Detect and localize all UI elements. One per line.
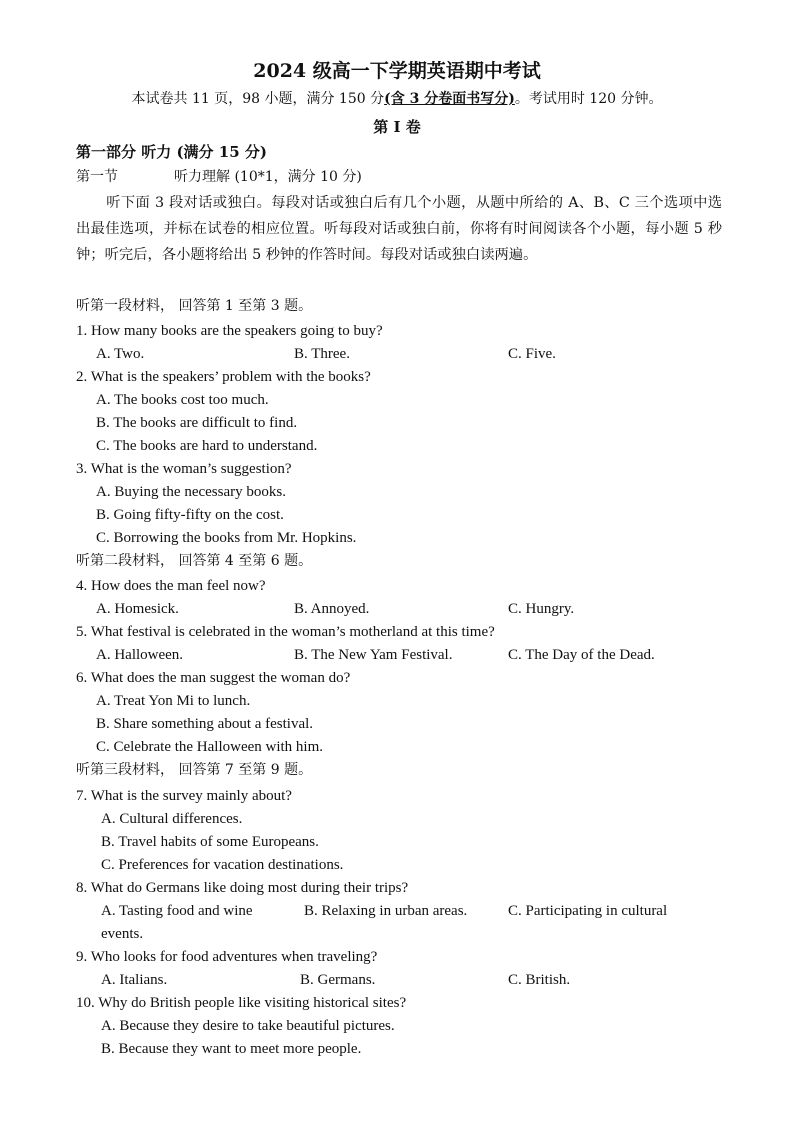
option-a: A. Buying the necessary books. [96,484,286,500]
question-stem: 3. What is the woman’s suggestion? [76,461,292,477]
question-stem: 1. How many books are the speakers going to buy? [76,323,383,339]
option-b: B. Three. [294,346,350,362]
question-stem: 9. Who looks for food adventures when traveling? [76,949,378,965]
option-b: B. Travel habits of some Europeans. [101,834,319,850]
question-stem: 5. What festival is celebrated in the woman’s motherland at this time? [76,624,495,640]
group-heading: 听第三段材料， 回答第 7 至第 9 题。 [76,762,313,778]
part-heading: 第一部分 听力 (满分 15 分) [76,143,267,161]
question-stem: 4. How does the man feel now? [76,578,266,594]
info-duration: 。考试用时 120 分钟。 [514,91,663,107]
option-a: A. Cultural differences. [101,811,243,827]
option-a: A. Treat Yon Mi to lunch. [96,693,251,709]
option-a: A. Two. [96,346,145,362]
section-name: 听力理解 (10*1，满分 10 分) [174,169,362,185]
question-stem: 10. Why do British people like visiting historical sites? [76,995,407,1011]
option-b: B. The books are difficult to find. [96,415,298,431]
option-a: A. Tasting food and wine [101,903,253,919]
option-a: A. Halloween. [96,647,184,663]
option-c: C. Participating in cultural [508,903,668,919]
option-c: C. The books are hard to understand. [96,438,318,454]
instructions-text: 听下面 3 段对话或独白。每段对话或独白后有几个小题，从题中所给的 A、B、C 三个选项中选出最佳选项，并标在试卷的相应位置。听每段对话或独白前，你将有时间阅读各个小题，每小题 5 秒钟；听完后，各小题将给出 5 秒钟的作答时间。每段对话或独白读两遍。 [76,195,722,263]
info-underlined: (含 3 分卷面书写分) [384,91,515,107]
instructions [76,190,722,268]
exam-title: 2024 级高一下学期英语期中考试 [253,60,541,82]
option-b: B. Germans. [300,972,376,988]
option-b: B. Annoyed. [294,601,370,617]
option-a: A. Italians. [101,972,168,988]
option-c: C. British. [508,972,571,988]
option-c: C. Borrowing the books from Mr. Hopkins. [96,530,357,546]
option-c-continued: events. [101,926,144,942]
section-label: 第一节 [76,169,118,185]
option-a: A. Because they desire to take beautiful pictures. [101,1018,395,1034]
option-a: A. Homesick. [96,601,179,617]
option-c: C. Hungry. [508,601,575,617]
volume-heading: 第 I 卷 [373,118,421,136]
option-c: C. The Day of the Dead. [508,647,655,663]
option-c: C. Celebrate the Halloween with him. [96,739,324,755]
group-heading: 听第二段材料， 回答第 4 至第 6 题。 [76,553,313,569]
option-b: B. Going fifty-fifty on the cost. [96,507,284,523]
question-stem: 6. What does the man suggest the woman do? [76,670,351,686]
option-a: A. The books cost too much. [96,392,269,408]
option-b: B. Relaxing in urban areas. [304,903,468,919]
exam-info [0,89,794,109]
group-heading: 听第一段材料， 回答第 1 至第 3 题。 [76,298,313,314]
option-b: B. Because they want to meet more people. [101,1041,362,1057]
question-stem: 2. What is the speakers’ problem with the books? [76,369,371,385]
option-c: C. Preferences for vacation destinations. [101,857,344,873]
option-c: C. Five. [508,346,556,362]
option-b: B. Share something about a festival. [96,716,314,732]
question-stem: 7. What is the survey mainly about? [76,788,292,804]
question-stem: 8. What do Germans like doing most during their trips? [76,880,409,896]
option-b: B. The New Yam Festival. [294,647,453,663]
info-text: 本试卷共 11 页，98 小题，满分 150 分 [131,91,385,107]
